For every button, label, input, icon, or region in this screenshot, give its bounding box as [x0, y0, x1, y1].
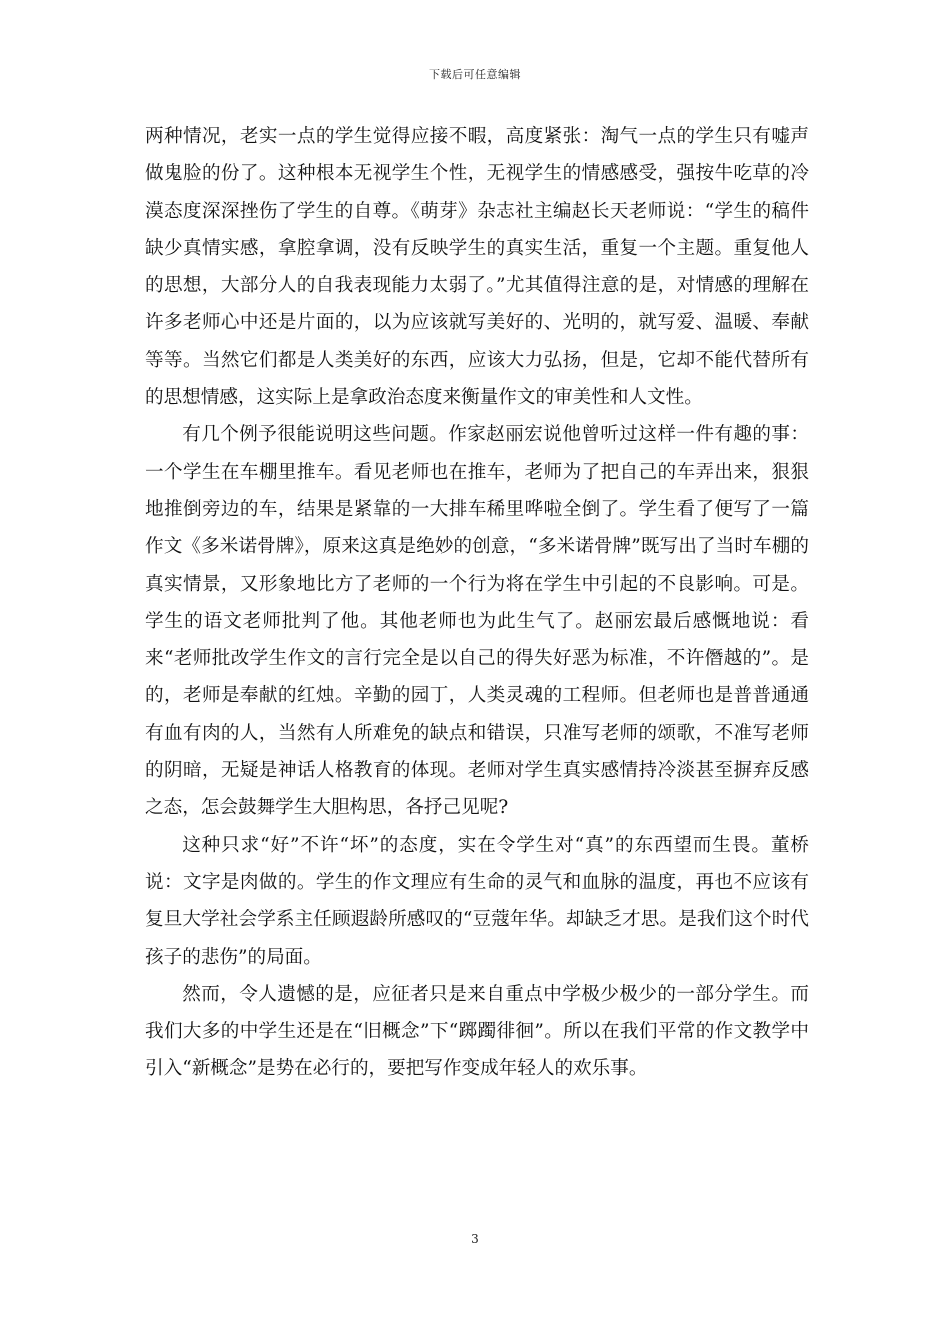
paragraph-3: 这种只求“好”不许“坏”的态度，实在令学生对“真”的东西望而生畏。董桥说：文字是肉做的。学生的作文理应有生命的灵气和血脉的温度，再也不应该有复旦大学社会学系主任顾遐龄所感叹的“豆蔻年华。却缺乏才思。是我们这个时代孩子的悲伤”的局面。 [145, 834, 809, 968]
paragraph-4: 然而，令人遗憾的是，应征者只是来自重点中学极少极少的一部分学生。而我们大多的中学生还是在“旧概念”下“踯躅徘徊”。所以在我们平常的作文教学中引入“新概念”是势在必行的，要把写作变成年轻人的欢乐事。 [145, 983, 809, 1080]
page-number: 3 [471, 1232, 479, 1246]
paragraph-1: 两种情况，老实一点的学生觉得应接不暇，高度紧张：淘气一点的学生只有嘘声做鬼脸的份了。这种根本无视学生个性，无视学生的情感感受，强按牛吃草的冷漠态度深深挫伤了学生的自尊。《萌芽》杂志社主编赵长天老师说：“学生的稿件缺少真情实感，拿腔拿调，没有反映学生的真实生活，重复一个主题。重复他人的思想，大部分人的自我表现能力太弱了。”尤其值得注意的是，对情感的理解在许多老师心中还是片面的，以为应该就写美好的、光明的，就写爱、温暖、奉献等等。当然它们都是人类美好的东西，应该大力弘扬，但是，它却不能代替所有的思想情感，这实际上是拿政治态度来衡量作文的审美性和人文性。 [145, 126, 809, 409]
paragraph-2: 有几个例予很能说明这些问题。作家赵丽宏说他曾听过这样一件有趣的事：一个学生在车棚里推车。看见老师也在推车，老师为了把自己的车弄出来，狠狠地推倒旁边的车，结果是紧靠的一大排车稀里哗啦全倒了。学生看了便写了一篇作文《多米诺骨牌》，原来这真是绝妙的创意，“多米诺骨牌”既写出了当时车棚的真实情景，又形象地比方了老师的一个行为将在学生中引起的不良影响。可是。学生的语文老师批判了他。其他老师也为此生气了。赵丽宏最后感慨地说：看来“老师批改学生作文的言行完全是以自己的得失好恶为标准，不许僭越的”。是的，老师是奉献的红烛。辛勤的园丁，人类灵魂的工程师。但老师也是普普通通有血有肉的人，当然有人所难免的缺点和错误，只准写老师的颂歌，不准写老师的阴暗，无疑是神话人格教育的体现。老师对学生真实感情持冷淡甚至摒弃反感之态，怎会鼓舞学生大胆构思，各抒己见呢? [145, 424, 809, 819]
document-body [145, 118, 809, 1088]
page-header: 下载后可任意编辑 [429, 68, 521, 81]
